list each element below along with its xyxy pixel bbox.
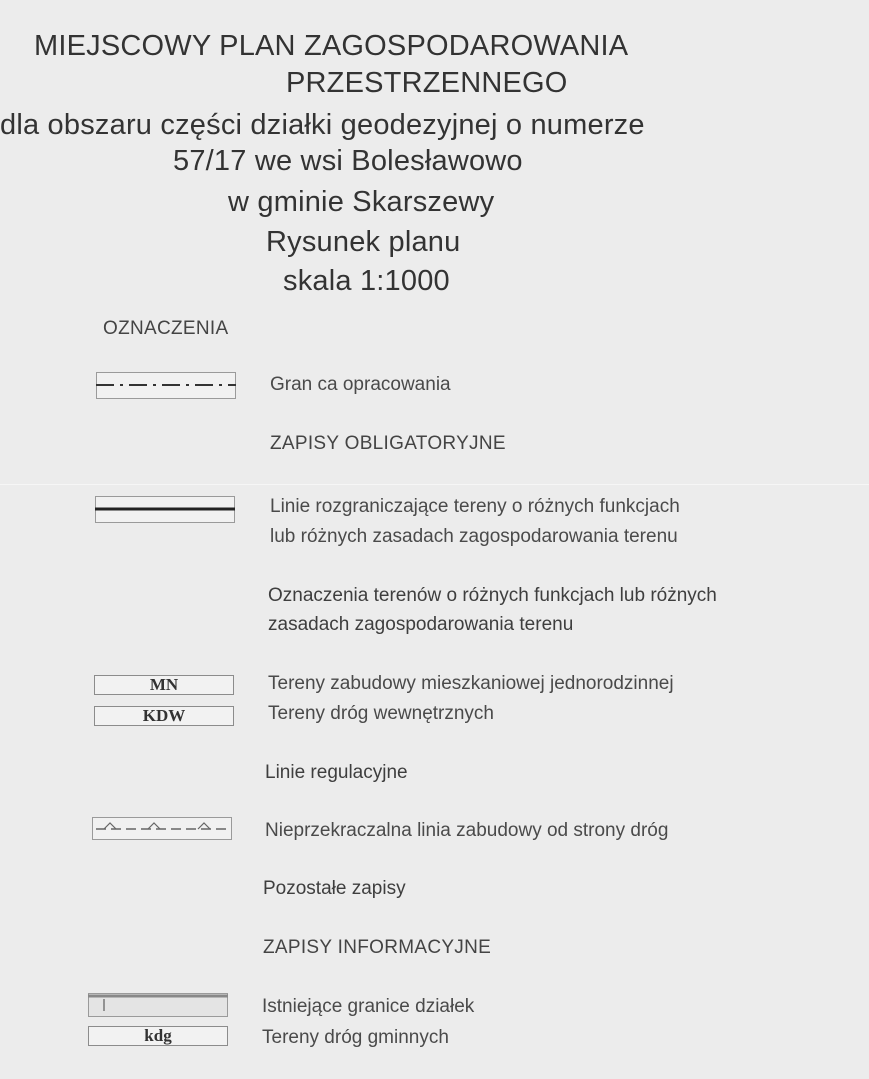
plan-subtitle-line-1: dla obszaru części działki geodezyjnej o numerze — [0, 109, 645, 141]
building-line-icon — [92, 817, 232, 840]
dash-dot-line-icon — [96, 372, 236, 399]
dividing-line-swatch — [95, 496, 235, 523]
boundary-line-label: Gran ca opracowania — [270, 374, 451, 395]
building-line-label: Nieprzekraczalna linia zabudowy od strony dróg — [265, 820, 669, 841]
plan-title-line-2: PRZESTRZENNEGO — [286, 67, 568, 99]
plan-title-line-1: MIEJSCOWY PLAN ZAGOSPODAROWANIA — [34, 30, 629, 62]
informative-heading: ZAPISY INFORMACYJNE — [263, 937, 492, 958]
other-records-heading: Pozostałe zapisy — [263, 878, 406, 899]
plan-subtitle-line-3: w gminie Skarszewy — [228, 186, 495, 218]
scale-label: skala 1:1000 — [283, 265, 450, 297]
solid-line-icon — [95, 496, 235, 523]
building-line-swatch — [92, 817, 232, 840]
mn-code-swatch: MN — [94, 675, 234, 695]
plot-boundaries-label: Istniejące granice działek — [262, 996, 475, 1017]
kdg-label: Tereny dróg gminnych — [262, 1027, 449, 1048]
area-marks-heading-line-2: zasadach zagospodarowania terenu — [268, 614, 574, 635]
kdw-code-swatch: KDW — [94, 706, 234, 726]
obligatory-heading: ZAPISY OBLIGATORYJNE — [270, 433, 506, 454]
plot-boundary-swatch — [88, 993, 228, 1017]
mn-label: Tereny zabudowy mieszkaniowej jednorodzinnej — [268, 673, 674, 694]
scan-artifact-line — [0, 484, 869, 485]
boundary-line-swatch — [96, 372, 236, 399]
area-marks-heading-line-1: Oznaczenia terenów o różnych funkcjach lub różnych — [268, 585, 717, 606]
plan-subtitle-line-2: 57/17 we wsi Bolesławowo — [173, 145, 523, 177]
drawing-label: Rysunek planu — [266, 226, 461, 258]
kdg-code-swatch: kdg — [88, 1026, 228, 1046]
kdw-label: Tereny dróg wewnętrznych — [268, 703, 494, 724]
legend-heading: OZNACZENIA — [103, 318, 229, 339]
regulation-lines-heading: Linie regulacyjne — [265, 762, 408, 783]
dividing-lines-label-line-2: lub różnych zasadach zagospodarowania terenu — [270, 526, 678, 547]
plot-boundary-icon — [88, 993, 228, 1017]
dividing-lines-label-line-1: Linie rozgraniczające tereny o różnych funkcjach — [270, 496, 680, 517]
